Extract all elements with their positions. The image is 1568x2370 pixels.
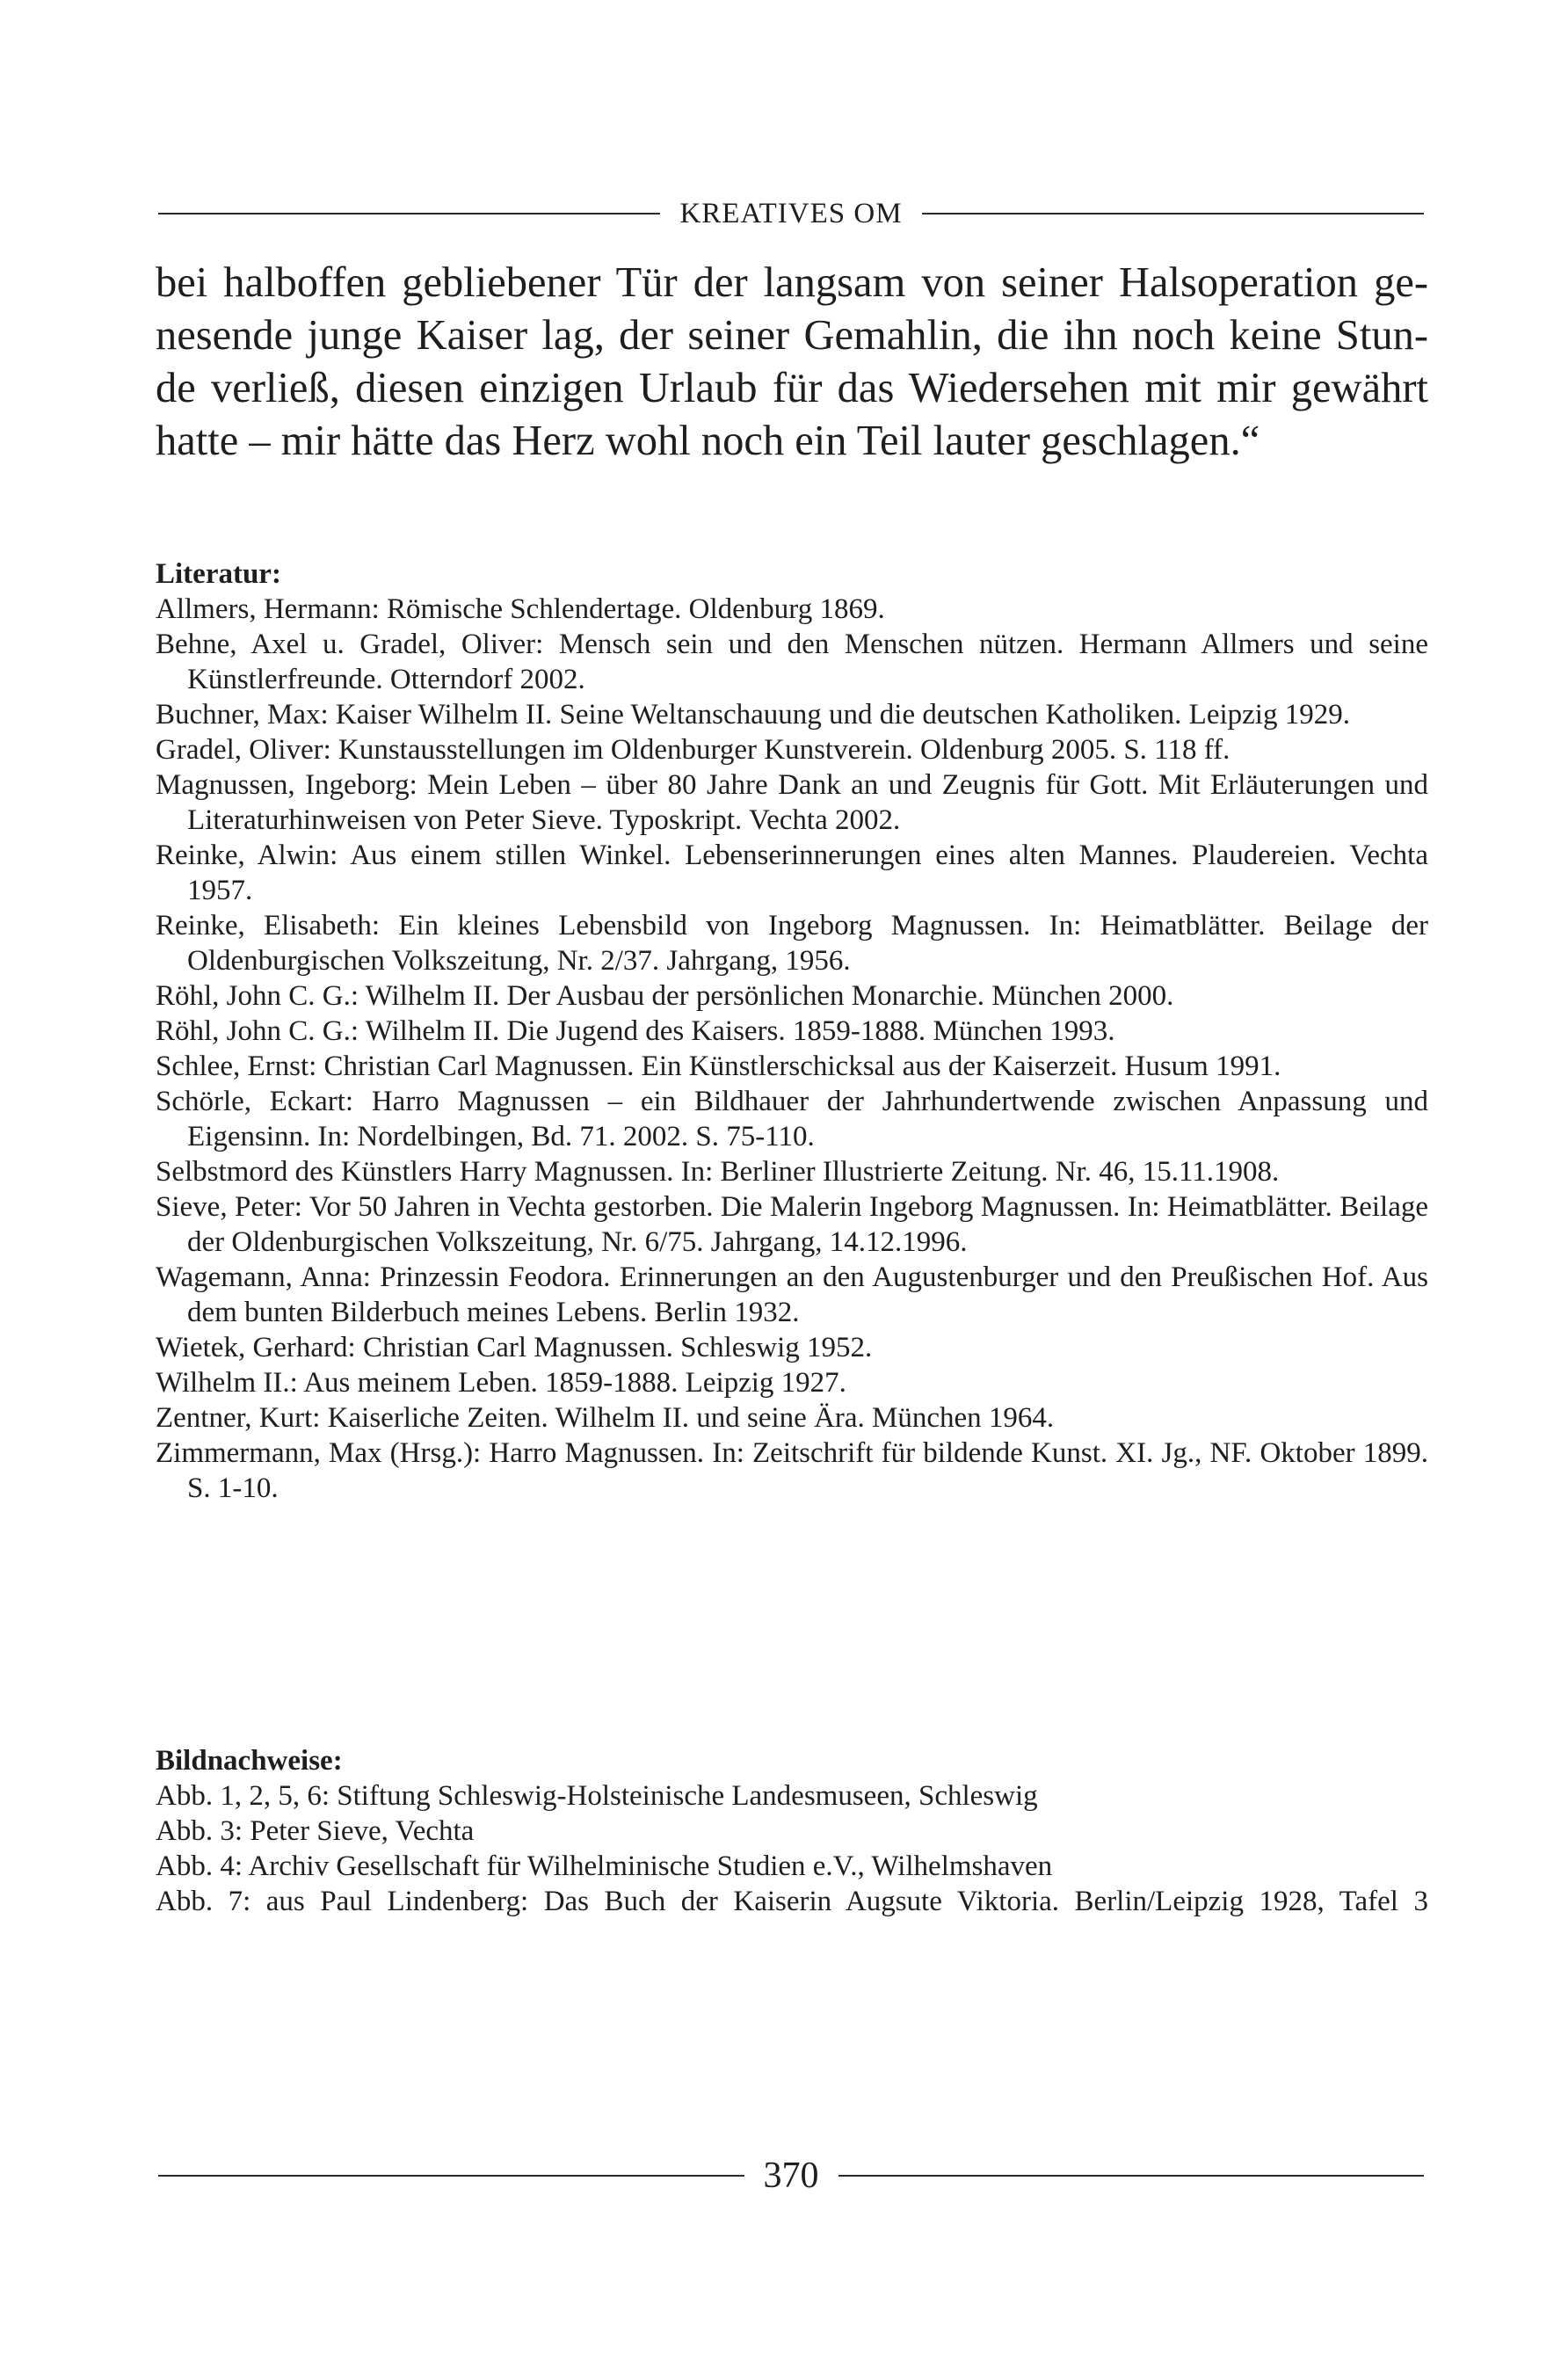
literature-entry: Zentner, Kurt: Kaiserliche Zeiten. Wilhelm II. und seine Ära. München 1964. xyxy=(156,1402,1055,1434)
literature-entry: Behne, Axel u. Gradel, Oliver: Mensch sein und den Menschen nützen. Hermann Allmers und seine Künstlerfreunde. Otterndorf 2002. xyxy=(156,629,1428,695)
body-line: de verließ, diesen einzigen Urlaub für das Wiedersehen mit mir gewährt xyxy=(156,365,1428,411)
running-header xyxy=(158,192,1424,236)
image-credit-entry: Abb. 1, 2, 5, 6: Stiftung Schleswig-Holsteinische Landesmuseen, Schleswig xyxy=(156,1780,1038,1812)
header-rule-left xyxy=(158,213,660,214)
body-paragraph xyxy=(156,257,1428,468)
image-credits-list xyxy=(156,1778,1428,1919)
literature-entry: Reinke, Alwin: Aus einem stillen Winkel. Lebenserinnerungen eines alten Mannes. Plaudereien. Vechta 1957. xyxy=(156,840,1428,906)
body-line: nesende junge Kaiser lag, der seiner Gemahlin, die ihn noch keine Stun- xyxy=(156,312,1428,359)
literature-entry: Schörle, Eckart: Harro Magnussen – ein Bildhauer der Jahrhundertwende zwischen Anpassung und Eigensinn. In: Nordelbingen, Bd. 71. 2002. S. 75-110. xyxy=(156,1086,1428,1152)
image-credit-entry: Abb. 7: aus Paul Lindenberg: Das Buch der Kaiserin Augsute Viktoria. Berlin/Leipzig 1928, Tafel 3 xyxy=(156,1886,1428,1917)
footer-rule-right xyxy=(838,2175,1425,2177)
literature-entry: Allmers, Hermann: Römische Schlendertage. Oldenburg 1869. xyxy=(156,593,885,625)
literature-list xyxy=(156,592,1428,1506)
image-credits-heading: Bildnachweise: xyxy=(156,1745,343,1777)
running-header-title: KREATIVES OM xyxy=(679,197,903,229)
literature-entry: Schlee, Ernst: Christian Carl Magnussen. Ein Künstlerschicksal aus der Kaiserzeit. Husum 1991. xyxy=(156,1051,1281,1082)
literature-entry: Wagemann, Anna: Prinzessin Feodora. Erinnerungen an den Augustenburger und den Preußischen Hof. Aus dem bunten Bilderbuch meines Lebens. Berlin 1932. xyxy=(156,1261,1428,1328)
page-footer xyxy=(158,2151,1424,2200)
body-line: hatte – mir hätte das Herz wohl noch ein Teil lauter geschlagen.“ xyxy=(156,418,1260,464)
page-number: 370 xyxy=(763,2156,819,2196)
literature-entry: Wilhelm II.: Aus meinem Leben. 1859-1888. Leipzig 1927. xyxy=(156,1367,846,1399)
literature-entry: Röhl, John C. G.: Wilhelm II. Die Jugend des Kaisers. 1859-1888. München 1993. xyxy=(156,1015,1115,1047)
literature-section xyxy=(156,556,1428,1506)
literature-entry: Wietek, Gerhard: Christian Carl Magnussen. Schleswig 1952. xyxy=(156,1332,873,1363)
footer-rule-left xyxy=(158,2175,744,2177)
literature-entry: Sieve, Peter: Vor 50 Jahren in Vechta gestorben. Die Malerin Ingeborg Magnussen. In: Heimatblätter. Beilage der Oldenburgischen Volkszeitung, Nr. 6/75. Jahrgang, 14.12.1996. xyxy=(156,1191,1428,1258)
image-credit-entry: Abb. 4: Archiv Gesellschaft für Wilhelminische Studien e.V., Wilhelmshaven xyxy=(156,1850,1053,1882)
body-line: bei halboffen gebliebener Tür der langsam von seiner Halsoperation ge- xyxy=(156,259,1428,306)
literature-entry: Reinke, Elisabeth: Ein kleines Lebensbild von Ingeborg Magnussen. In: Heimatblätter. Beilage der Oldenburgischen Volkszeitung, Nr. 2/37. Jahrgang, 1956. xyxy=(156,910,1428,977)
literature-entry: Gradel, Oliver: Kunstausstellungen im Oldenburger Kunstverein. Oldenburg 2005. S. 118 ff. xyxy=(156,734,1230,766)
literature-heading: Literatur: xyxy=(156,558,281,590)
image-credits-section xyxy=(156,1743,1428,1919)
header-rule-right xyxy=(922,213,1424,214)
literature-entry: Magnussen, Ingeborg: Mein Leben – über 80 Jahre Dank an und Zeugnis für Gott. Mit Erläuterungen und Literaturhinweisen von Peter Sieve. Typoskript. Vechta 2002. xyxy=(156,769,1428,836)
literature-entry: Röhl, John C. G.: Wilhelm II. Der Ausbau der persönlichen Monarchie. München 2000. xyxy=(156,980,1174,1012)
literature-entry: Selbstmord des Künstlers Harry Magnussen. In: Berliner Illustrierte Zeitung. Nr. 46, 15.11.1908. xyxy=(156,1156,1280,1188)
image-credit-entry: Abb. 3: Peter Sieve, Vechta xyxy=(156,1815,475,1847)
literature-entry: Buchner, Max: Kaiser Wilhelm II. Seine Weltanschauung und die deutschen Katholiken. Leipzig 1929. xyxy=(156,699,1350,731)
literature-entry: Zimmermann, Max (Hrsg.): Harro Magnussen. In: Zeitschrift für bildende Kunst. XI. Jg., NF. Oktober 1899. S. 1-10. xyxy=(156,1437,1428,1504)
